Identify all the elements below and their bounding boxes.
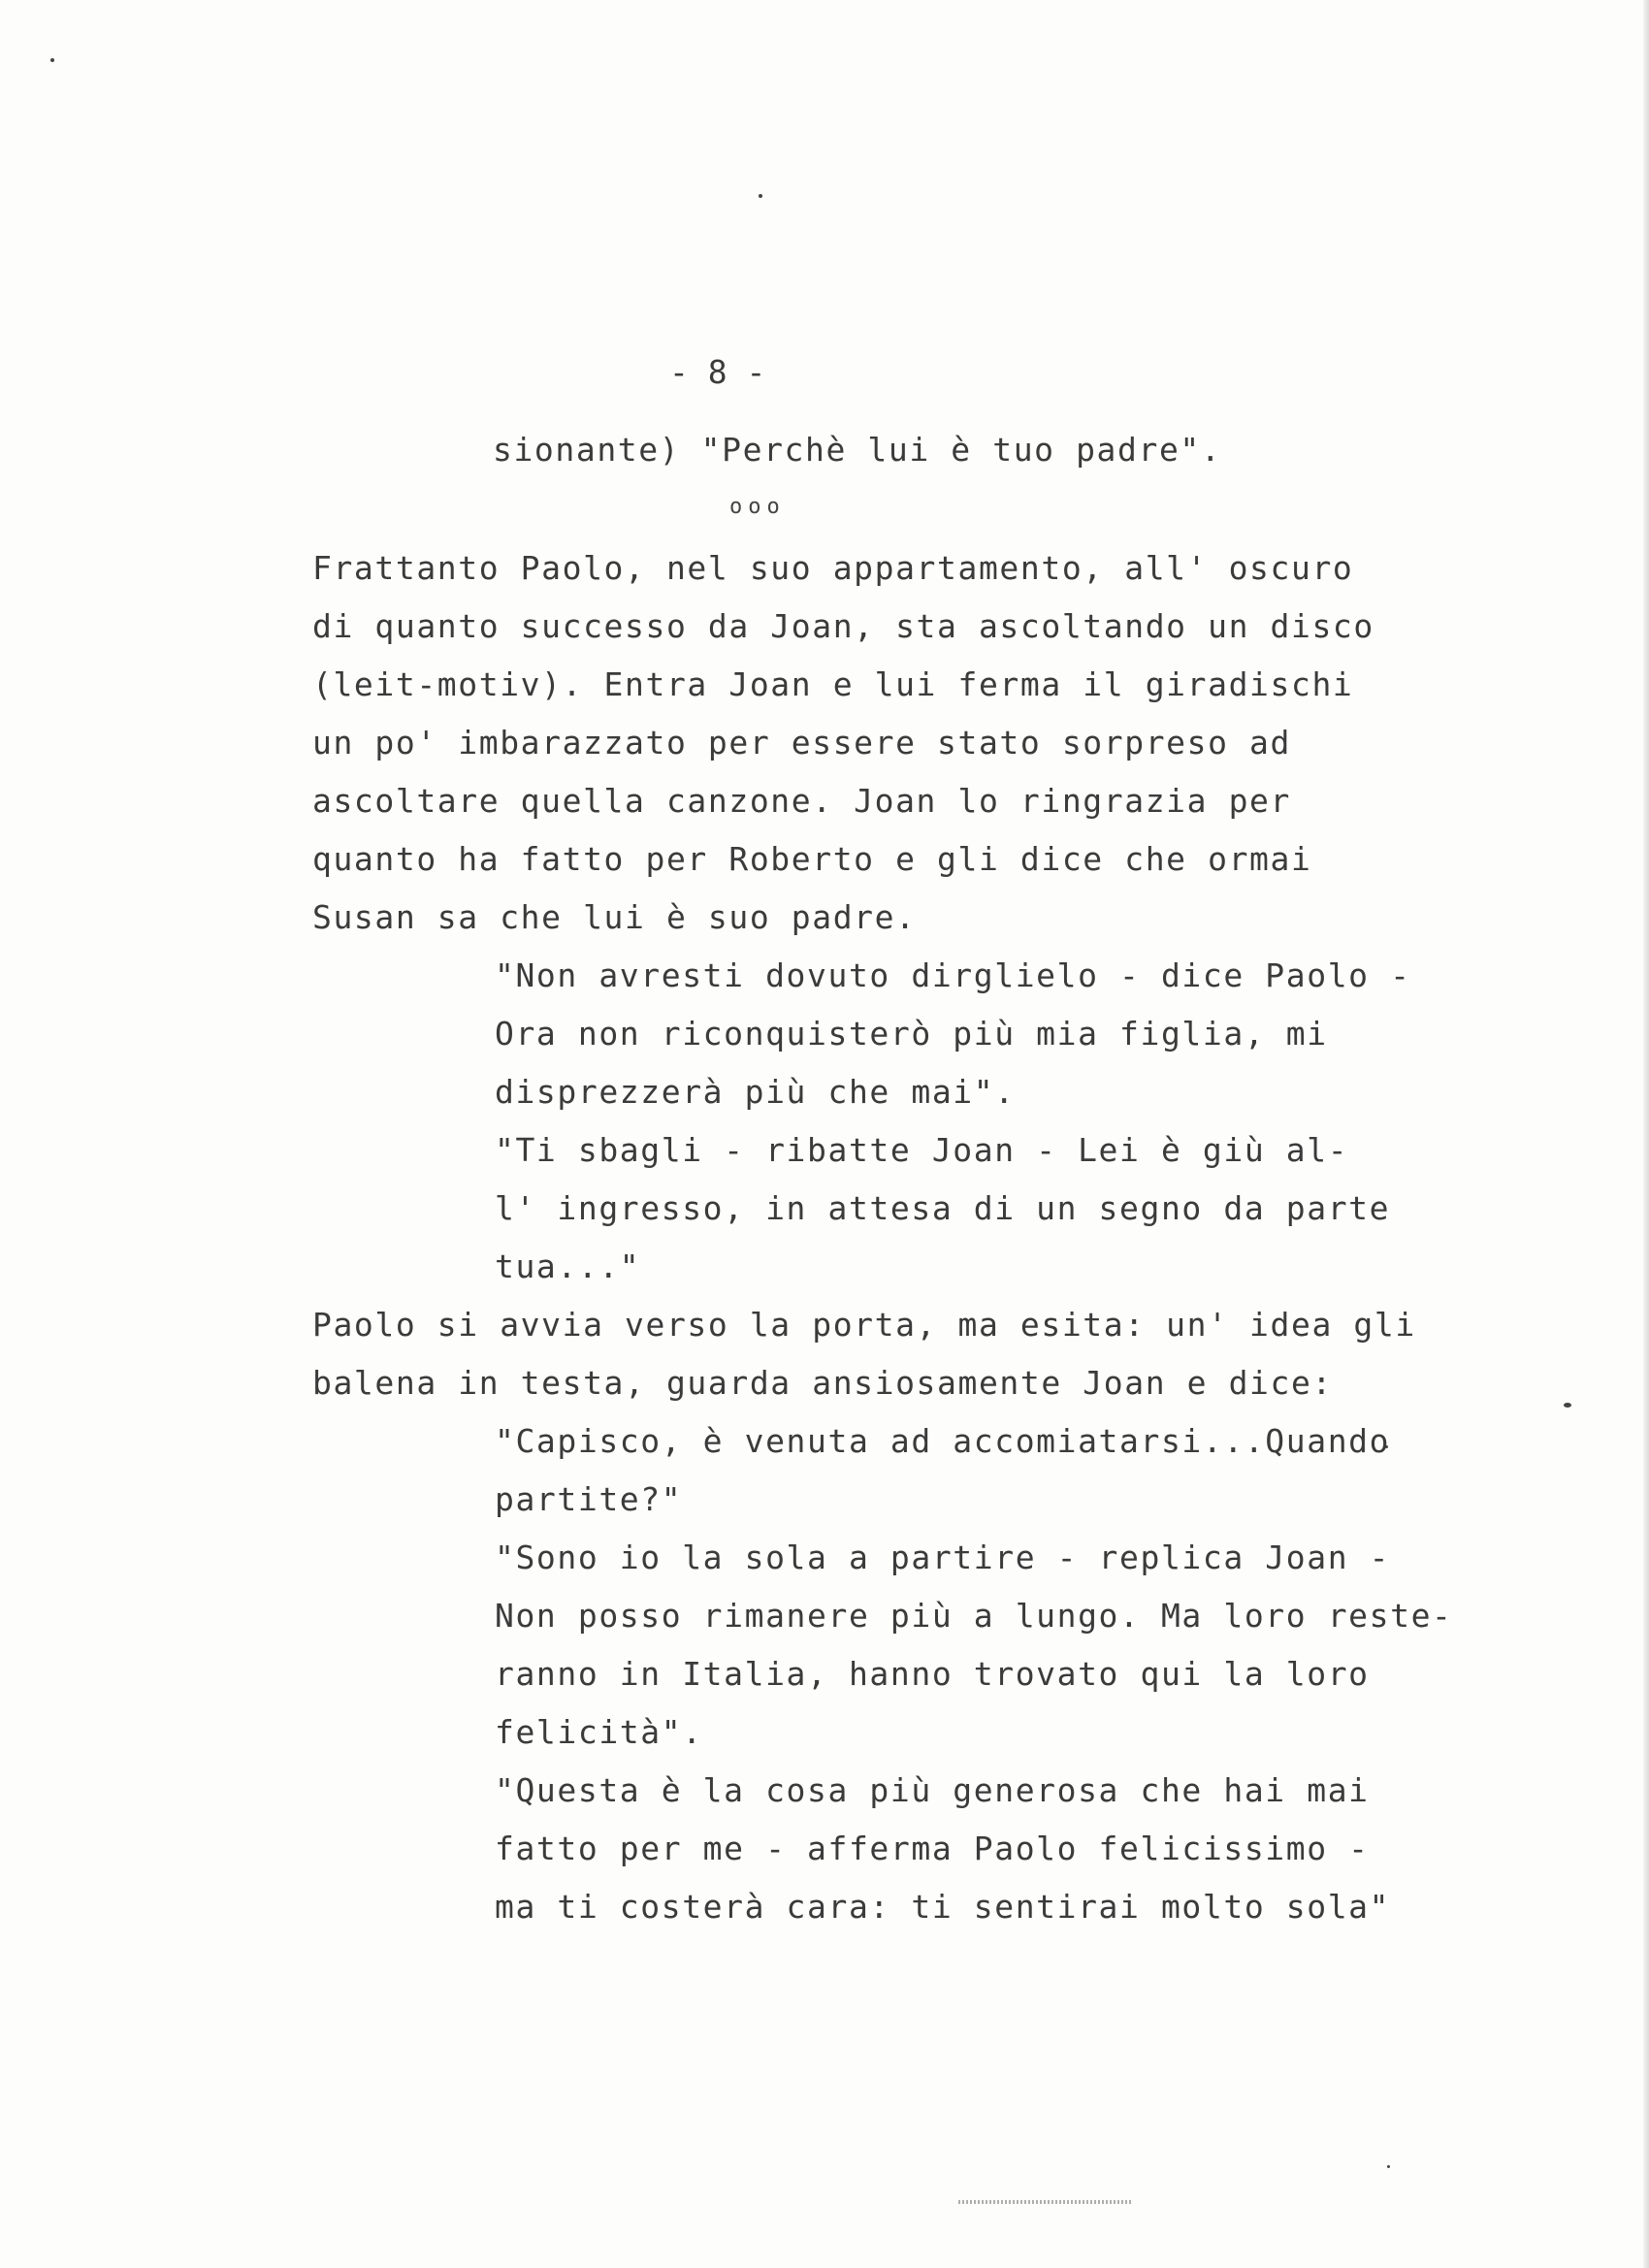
text-line: ma ti costerà cara: ti sentirai molto sola" <box>495 1888 1391 1926</box>
text-line: felicità". <box>495 1713 703 1751</box>
scan-speck <box>1564 1403 1571 1408</box>
text-line: Paolo si avvia verso la porta, ma esita: un' idea gli <box>312 1306 1416 1344</box>
text-line: "Capisco, è venuta ad accomiatarsi...Quando <box>495 1422 1391 1460</box>
text-line: partite?" <box>495 1480 683 1518</box>
text-line: l' ingresso, in attesa di un segno da parte <box>495 1189 1391 1227</box>
text-line: Frattanto Paolo, nel suo appartamento, all' oscuro <box>312 549 1354 587</box>
text-line: ranno in Italia, hanno trovato qui la loro <box>495 1655 1370 1693</box>
text-line: un po' imbarazzato per essere stato sorpreso ad <box>312 724 1291 761</box>
text-line: balena in testa, guarda ansiosamente Joan e dice: <box>312 1364 1333 1402</box>
text-line: sionante) "Perchè lui è tuo padre". <box>493 431 1222 469</box>
scan-artifact <box>958 2200 1133 2204</box>
page-number: - 8 - <box>669 353 766 391</box>
section-separator: ooo <box>729 495 786 519</box>
scan-speck <box>50 58 54 62</box>
text-line: tua..." <box>495 1247 641 1285</box>
text-line: quanto ha fatto per Roberto e gli dice che ormai <box>312 840 1312 878</box>
text-line: disprezzerà più che mai". <box>495 1073 1016 1111</box>
text-line: Ora non riconquisterò più mia figlia, mi <box>495 1015 1328 1053</box>
text-line: ascoltare quella canzone. Joan lo ringrazia per <box>312 782 1291 820</box>
scan-speck <box>1387 2165 1390 2168</box>
text-line: (leit-motiv). Entra Joan e lui ferma il giradischi <box>312 665 1354 703</box>
text-line: Susan sa che lui è suo padre. <box>312 898 917 936</box>
scan-speck <box>759 194 762 198</box>
text-line: "Non avresti dovuto dirglielo - dice Paolo - <box>495 956 1411 994</box>
text-line: di quanto successo da Joan, sta ascoltando un disco <box>312 607 1374 645</box>
scan-edge <box>1643 0 1649 2268</box>
text-line: fatto per me - afferma Paolo felicissimo - <box>495 1830 1370 1867</box>
text-line: "Sono io la sola a partire - replica Joan - <box>495 1539 1391 1576</box>
text-line: "Ti sbagli - ribatte Joan - Lei è giù al- <box>495 1131 1349 1169</box>
text-line: Non posso rimanere più a lungo. Ma loro reste- <box>495 1597 1453 1635</box>
text-line: "Questa è la cosa più generosa che hai mai <box>495 1771 1370 1809</box>
